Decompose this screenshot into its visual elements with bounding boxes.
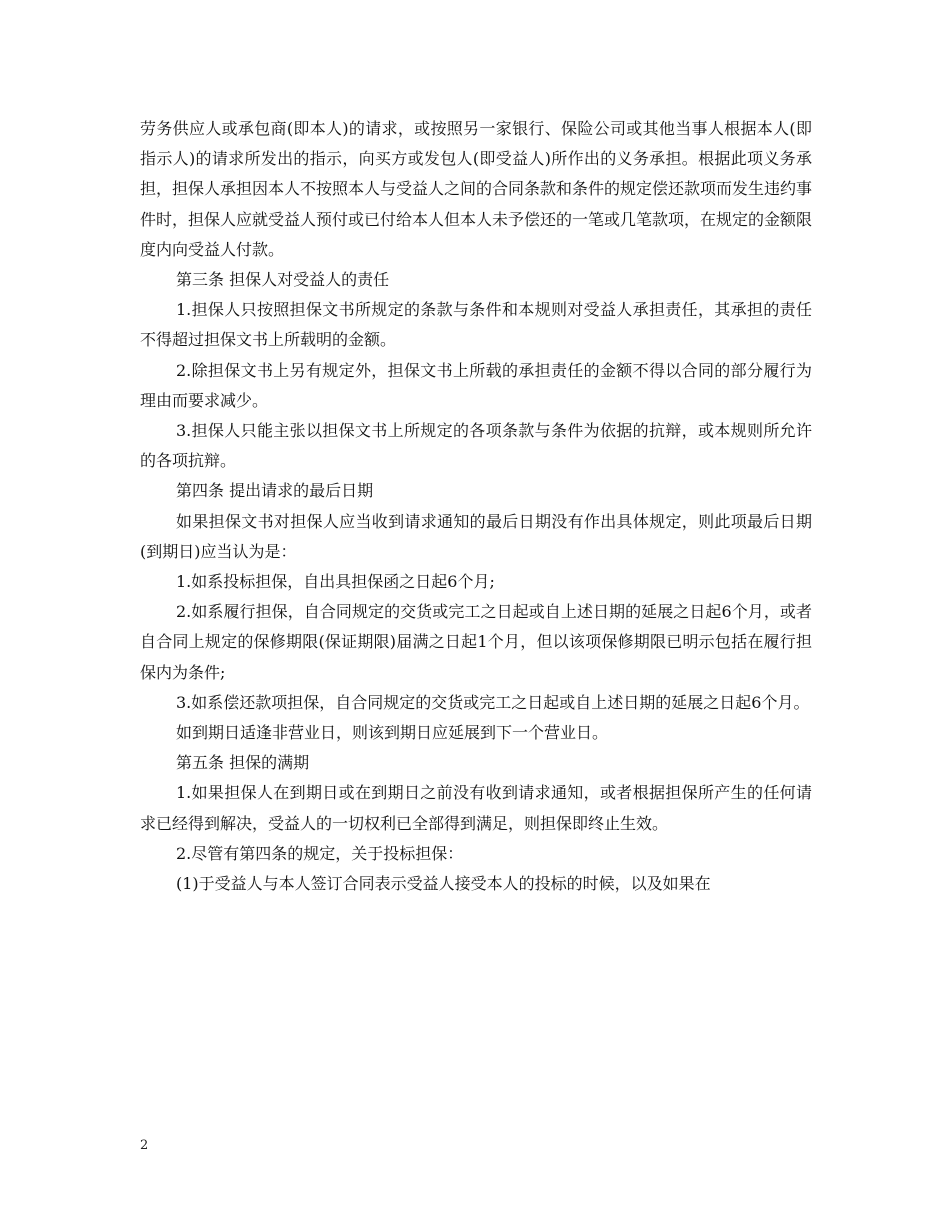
article-5-clause-2-item-1: (1)于受益人与本人签订合同表示受益人接受本人的投标的时候，以及如果在 <box>176 874 711 894</box>
article-4-note: 如到期日适逢非营业日，则该到期日应延展到下一个营业日。 <box>176 723 609 743</box>
document-body <box>140 114 812 899</box>
article-5-heading: 第五条 担保的满期 <box>176 753 310 773</box>
article-3-heading: 第三条 担保人对受益人的责任 <box>176 270 390 290</box>
article-5-clause-1: 1.如果担保人在到期日或在到期日之前没有收到请求通知，或者根据担保所产生的任何请求已经得到解决，受益人的一切权利已全部得到满足，则担保即终止生效。 <box>140 783 812 833</box>
article-4-intro: 如果担保文书对担保人应当收到请求通知的最后日期没有作出具体规定，则此项最后日期(到期日)应当认为是： <box>140 511 812 561</box>
article-4-clause-1: 1.如系投标担保，自出具担保函之日起6个月; <box>176 572 495 592</box>
article-4-clause-2: 2.如系履行担保，自合同规定的交货或完工之日起或自上述日期的延展之日起6个月，或者自合同上规定的保修期限(保证期限)届满之日起1个月，但以该项保修期限已明示包括在履行担保内为条件; <box>140 602 812 682</box>
page-number: 2 <box>140 1138 149 1153</box>
article-4-heading: 第四条 提出请求的最后日期 <box>176 481 374 501</box>
article-3-clause-2: 2.除担保文书上另有规定外，担保文书上所载的承担责任的金额不得以合同的部分履行为理由而要求减少。 <box>140 360 812 410</box>
article-3-clause-3: 3.担保人只能主张以担保文书上所规定的各项条款与条件为依据的抗辩，或本规则所允许的各项抗辩。 <box>140 421 812 471</box>
article-4-clause-3: 3.如系偿还款项担保，自合同规定的交货或完工之日起或自上述日期的延展之日起6个月。 <box>176 692 810 712</box>
article-3-clause-1: 1.担保人只按照担保文书所规定的条款与条件和本规则对受益人承担责任，其承担的责任不得超过担保文书上所载明的金额。 <box>140 300 812 350</box>
paragraph-continuation: 劳务供应人或承包商(即本人)的请求，或按照另一家银行、保险公司或其他当事人根据本人(即指示人)的请求所发出的指示，向买方或发包人(即受益人)所作出的义务承担。根据此项义务承担，担保人承担因本人不按照本人与受益人之间的合同条款和条件的规定偿还款项而发生违约事件时，担保人应就受益人预付或已付给本人但本人未予偿还的一笔或几笔款项，在规定的金额限度内向受益人付款。 <box>140 119 813 259</box>
article-5-clause-2: 2.尽管有第四条的规定，关于投标担保： <box>176 843 464 863</box>
